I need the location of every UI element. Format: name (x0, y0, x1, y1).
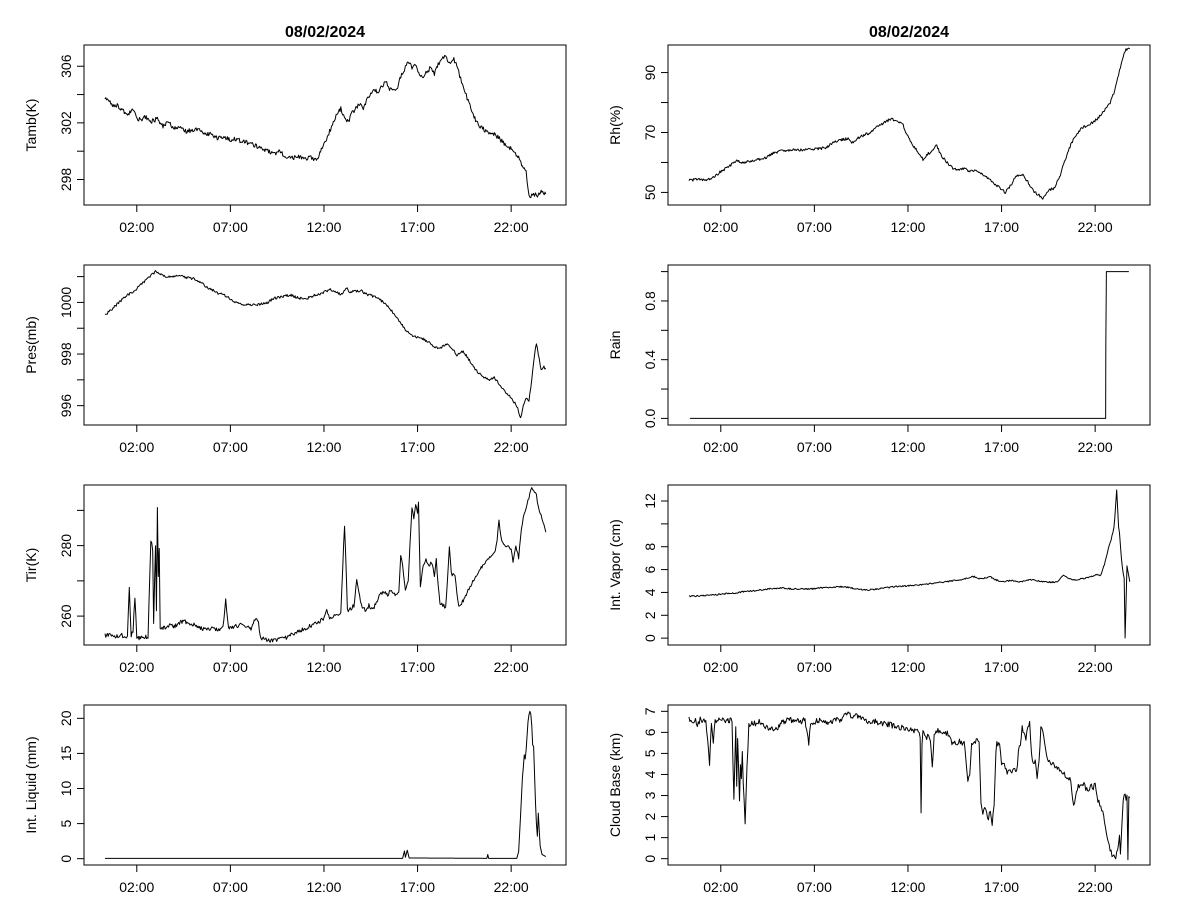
plot-box (84, 45, 566, 205)
plot-rain (607, 265, 1150, 455)
plot-pres (23, 265, 566, 455)
x-tick-label: 12:00 (890, 219, 926, 235)
y-tick-label: 6 (642, 565, 658, 574)
y-tick-label: 996 (58, 393, 74, 418)
y-tick-label: 306 (58, 54, 74, 78)
y-tick-label: 2 (642, 812, 658, 821)
series-line (689, 490, 1130, 638)
x-tick-label: 22:00 (493, 219, 529, 235)
y-axis-label: Tir(K) (23, 547, 39, 583)
series-line (105, 711, 546, 858)
x-tick-label: 02:00 (119, 439, 155, 455)
x-tick-label: 02:00 (703, 659, 739, 675)
x-tick-label: 02:00 (703, 439, 739, 455)
y-tick-label: 0.8 (642, 291, 658, 311)
x-tick-label: 02:00 (119, 659, 155, 675)
plot-cloud-base (607, 705, 1150, 895)
y-tick-label: 90 (642, 64, 658, 81)
x-tick-label: 17:00 (984, 439, 1020, 455)
y-tick-label: 20 (58, 710, 74, 727)
y-axis-label: Pres(mb) (23, 316, 39, 374)
x-tick-label: 17:00 (400, 659, 436, 675)
y-tick-label: 4 (642, 588, 658, 597)
x-tick-label: 17:00 (400, 439, 436, 455)
plot-box (84, 705, 566, 865)
plot-tir (23, 485, 566, 675)
x-tick-label: 07:00 (796, 659, 832, 675)
series-line (105, 488, 546, 643)
y-tick-label: 5 (58, 819, 74, 828)
plot-int-liquid (23, 705, 566, 895)
x-tick-label: 22:00 (1077, 659, 1113, 675)
y-tick-label: 998 (58, 342, 74, 366)
x-tick-label: 02:00 (703, 219, 739, 235)
y-tick-label: 6 (642, 728, 658, 737)
plot-box (84, 265, 566, 425)
plot-box (84, 485, 566, 645)
y-tick-label: 8 (642, 542, 658, 551)
x-tick-label: 22:00 (1077, 219, 1113, 235)
plot-int-vapor (607, 485, 1150, 675)
y-tick-label: 0.0 (642, 408, 658, 429)
x-tick-label: 07:00 (796, 219, 832, 235)
x-tick-label: 22:00 (1077, 439, 1113, 455)
y-tick-label: 15 (58, 745, 74, 762)
x-tick-label: 22:00 (1077, 879, 1113, 895)
y-axis-label: Int. Liquid (mm) (23, 736, 39, 834)
series-line (690, 272, 1129, 419)
plot-box (668, 265, 1150, 425)
plot-box (668, 485, 1150, 645)
y-tick-label: 5 (642, 749, 658, 758)
y-tick-label: 280 (58, 533, 74, 558)
x-tick-label: 12:00 (306, 659, 342, 675)
x-tick-label: 07:00 (212, 219, 248, 235)
y-axis-label: Int. Vapor (cm) (607, 519, 623, 611)
y-tick-label: 298 (58, 167, 74, 192)
x-tick-label: 12:00 (890, 879, 926, 895)
x-tick-label: 12:00 (306, 879, 342, 895)
y-tick-label: 1 (642, 833, 658, 842)
plot-rh (607, 45, 1150, 235)
x-tick-label: 12:00 (890, 439, 926, 455)
y-axis-label: Tamb(K) (23, 98, 39, 152)
series-line (689, 48, 1130, 199)
y-axis-label: Rain (607, 330, 623, 360)
right-plot-title: 08/02/2024 (868, 24, 950, 41)
y-tick-label: 12 (642, 493, 658, 509)
y-tick-label: 70 (642, 124, 658, 141)
x-tick-label: 07:00 (212, 879, 248, 895)
x-tick-label: 17:00 (400, 879, 436, 895)
plot-box (668, 45, 1150, 205)
y-tick-label: 0 (642, 634, 658, 642)
x-tick-label: 17:00 (984, 219, 1020, 235)
x-tick-label: 17:00 (984, 659, 1020, 675)
x-tick-label: 22:00 (493, 659, 529, 675)
y-tick-label: 50 (642, 184, 658, 201)
y-tick-label: 1000 (58, 286, 74, 318)
y-axis-label: Cloud Base (km) (607, 732, 623, 838)
series-line (689, 712, 1130, 860)
y-tick-label: 10 (58, 780, 74, 797)
y-tick-label: 2 (642, 611, 658, 620)
x-tick-label: 02:00 (703, 879, 739, 895)
x-tick-label: 07:00 (212, 439, 248, 455)
y-tick-label: 302 (58, 111, 74, 135)
x-tick-label: 12:00 (306, 439, 342, 455)
y-tick-label: 4 (642, 770, 658, 779)
y-tick-label: 7 (642, 707, 658, 716)
x-tick-label: 02:00 (119, 879, 155, 895)
x-tick-label: 07:00 (796, 439, 832, 455)
x-tick-label: 22:00 (493, 439, 529, 455)
y-tick-label: 0 (642, 854, 658, 863)
y-tick-label: 0 (58, 854, 74, 863)
y-axis-label: Rh(%) (607, 105, 623, 145)
x-tick-label: 07:00 (212, 659, 248, 675)
y-tick-label: 3 (642, 791, 658, 800)
series-line (105, 271, 546, 418)
y-tick-label: 0.4 (642, 349, 658, 370)
left-plot-title: 08/02/2024 (284, 24, 366, 41)
x-tick-label: 17:00 (400, 219, 436, 235)
x-tick-label: 12:00 (306, 219, 342, 235)
x-tick-label: 17:00 (984, 879, 1020, 895)
series-line (105, 55, 546, 197)
x-tick-label: 02:00 (119, 219, 155, 235)
x-tick-label: 12:00 (890, 659, 926, 675)
y-tick-label: 260 (58, 604, 74, 628)
plot-tamb (23, 45, 566, 235)
x-tick-label: 22:00 (493, 879, 529, 895)
x-tick-label: 07:00 (796, 879, 832, 895)
